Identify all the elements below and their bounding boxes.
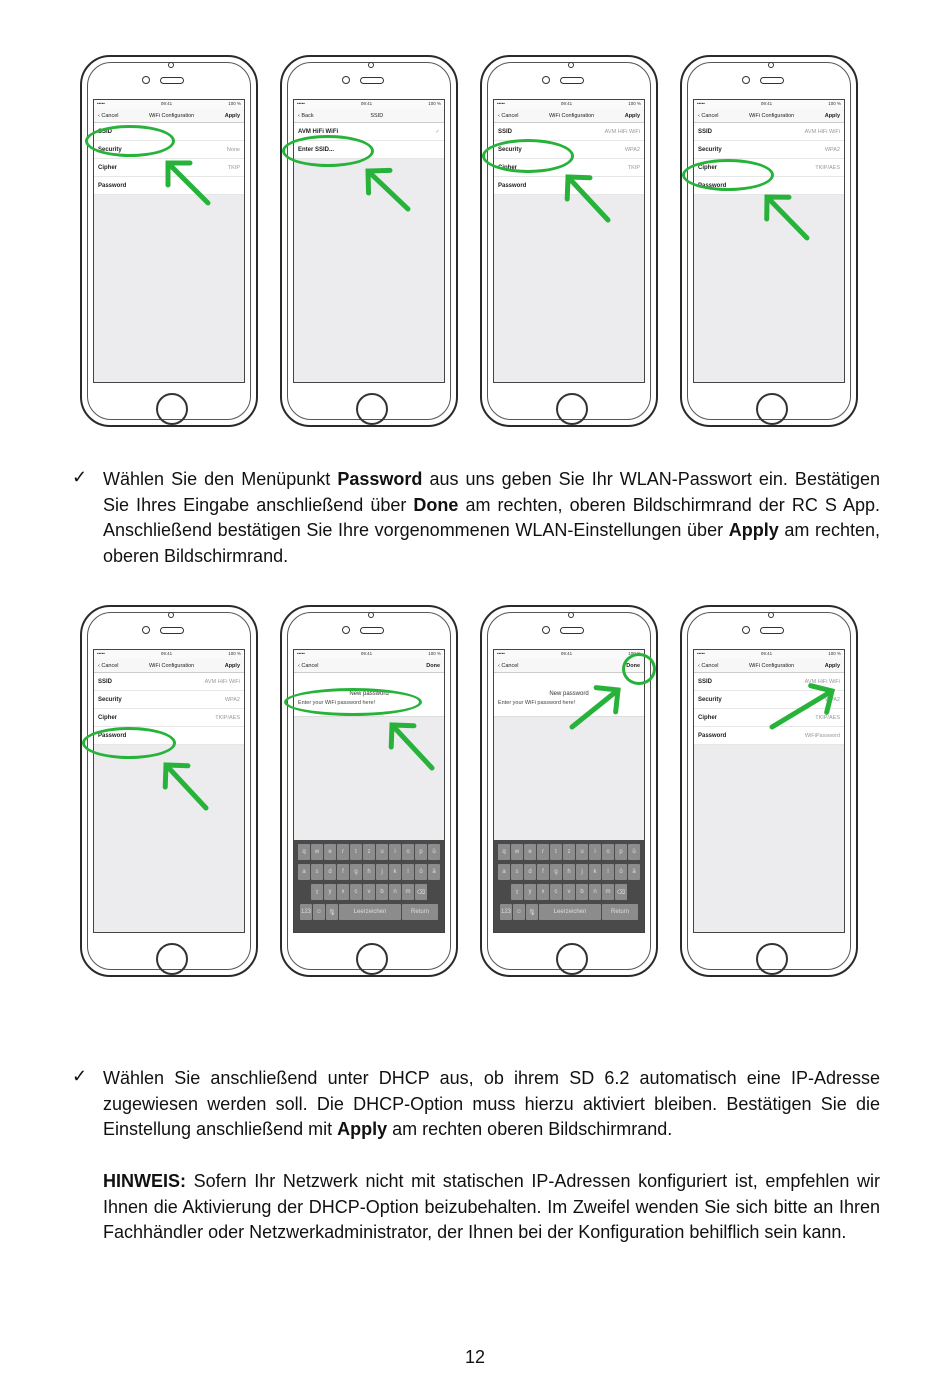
- keyboard-key[interactable]: o: [402, 844, 414, 860]
- setting-label: Password: [98, 732, 127, 739]
- password-input[interactable]: Enter your WiFi password here!: [294, 697, 444, 717]
- setting-value: AVM HiFi WiFi: [204, 678, 240, 685]
- keyboard-key[interactable]: w: [511, 844, 523, 860]
- chevron-left-icon: ‹: [298, 662, 302, 669]
- camera-icon: [342, 76, 350, 84]
- setting-label: SSID: [498, 128, 513, 135]
- settings-row[interactable]: [694, 691, 844, 709]
- status-time: 09:41: [160, 101, 173, 106]
- settings-list: [694, 673, 844, 745]
- setting-value: WPA2: [824, 146, 840, 153]
- phone-mockup: [280, 605, 458, 977]
- highlight-ellipse: [482, 139, 574, 173]
- keyboard-key[interactable]: x: [337, 884, 349, 900]
- highlight-ellipse: [682, 159, 774, 191]
- battery-indicator: 100 %: [828, 101, 841, 106]
- keyboard-key[interactable]: k: [389, 864, 401, 880]
- speaker-grille: [560, 77, 584, 84]
- keyboard-key[interactable]: r: [337, 844, 349, 860]
- nav-title: WiFi Configuration: [148, 662, 195, 669]
- keyboard-key[interactable]: b: [576, 884, 588, 900]
- camera-icon: [542, 76, 550, 84]
- settings-row[interactable]: [694, 673, 844, 691]
- setting-label: SSID: [98, 128, 113, 135]
- keyboard-key[interactable]: 123: [300, 904, 312, 920]
- setting-label: Password: [498, 182, 527, 189]
- sensor-dot: [768, 612, 774, 618]
- setting-label: AVM HiFi WiFi: [298, 128, 339, 135]
- settings-row[interactable]: [94, 709, 244, 727]
- camera-icon: [142, 626, 150, 634]
- speaker-grille: [760, 77, 784, 84]
- keyboard-row: [296, 904, 442, 920]
- status-time: 09:41: [760, 651, 773, 656]
- nav-title: WiFi Configuration: [748, 662, 795, 669]
- sensor-dot: [368, 612, 374, 618]
- setting-value: TKIP: [627, 164, 640, 171]
- keyboard-key[interactable]: l: [602, 864, 614, 880]
- setting-label: Security: [498, 146, 522, 153]
- nav-action-button[interactable]: Apply: [624, 112, 640, 119]
- chevron-left-icon: ‹: [98, 112, 102, 119]
- keyboard-key[interactable]: q: [498, 844, 510, 860]
- setting-label: Cipher: [98, 714, 118, 721]
- nav-back-button[interactable]: [698, 113, 719, 119]
- carrier-signal: •••••: [697, 651, 705, 656]
- keyboard-key[interactable]: ☺: [313, 904, 325, 920]
- phone-mockup: [280, 55, 458, 427]
- hinweis-note: HINWEIS: Sofern Ihr Netzwerk nicht mit statischen IP-Adressen konfiguriert ist, empfehlen wir Ihnen die Aktivierung der DHCP-Option beizubehalten. Im Zweifel wenden Sie sich bitte an Ihren Fachhändler oder Netzwerkadministrator, der Ihnen bei der Konfiguration behilflich sein kann.: [103, 1171, 880, 1243]
- sensor-dot: [568, 62, 574, 68]
- setting-label: SSID: [98, 678, 113, 685]
- keyboard-key[interactable]: j: [376, 864, 388, 880]
- keyboard-key[interactable]: ☺: [513, 904, 525, 920]
- chevron-left-icon: ‹: [698, 662, 702, 669]
- hinweis-label: HINWEIS:: [103, 1171, 186, 1191]
- keyboard-key[interactable]: a: [498, 864, 510, 880]
- phone-mockup: [680, 55, 858, 427]
- nav-left-label: Cancel: [101, 662, 119, 669]
- chevron-left-icon: ‹: [298, 112, 302, 119]
- keyboard-key[interactable]: i: [589, 844, 601, 860]
- setting-value: TKIP/AES: [815, 714, 840, 721]
- chevron-left-icon: ‹: [698, 112, 702, 119]
- camera-icon: [142, 76, 150, 84]
- chevron-left-icon: ‹: [498, 662, 502, 669]
- phone-mockup: [480, 55, 658, 427]
- nav-left-label: Cancel: [701, 662, 719, 669]
- sensor-dot: [368, 62, 374, 68]
- navigation-bar: [694, 659, 844, 673]
- settings-row[interactable]: [694, 727, 844, 745]
- status-time: 09:41: [360, 651, 373, 656]
- nav-action-button[interactable]: Apply: [824, 112, 840, 119]
- keyboard-key[interactable]: ä: [428, 864, 440, 880]
- keyboard-key[interactable]: f: [537, 864, 549, 880]
- keyboard-row: [296, 844, 442, 860]
- nav-action-button[interactable]: Done: [626, 662, 640, 669]
- keyboard-key[interactable]: g: [550, 864, 562, 880]
- keyboard-key[interactable]: q: [298, 844, 310, 860]
- setting-label: Cipher: [698, 164, 718, 171]
- speaker-grille: [160, 627, 184, 634]
- setting-label: Enter SSID...: [298, 146, 335, 153]
- keyboard-key[interactable]: ü: [628, 844, 640, 860]
- keyboard-key[interactable]: t: [350, 844, 362, 860]
- status-time: 09:41: [560, 651, 573, 656]
- keyboard-key[interactable]: Return: [402, 904, 438, 920]
- phone-screen: [693, 99, 845, 383]
- keyboard-key[interactable]: e: [524, 844, 536, 860]
- speaker-grille: [360, 77, 384, 84]
- carrier-signal: •••••: [497, 101, 505, 106]
- password-heading: New password: [294, 673, 444, 697]
- keyboard-key[interactable]: 123: [500, 904, 512, 920]
- keyboard-key[interactable]: u: [576, 844, 588, 860]
- nav-left-label: Cancel: [301, 662, 319, 669]
- navigation-bar: [494, 109, 644, 123]
- battery-indicator: 100 %: [228, 101, 241, 106]
- phone-screen: [693, 649, 845, 933]
- keyboard-key[interactable]: ä: [628, 864, 640, 880]
- keyboard-key[interactable]: g: [350, 864, 362, 880]
- setting-label: Security: [98, 696, 122, 703]
- sensor-dot: [568, 612, 574, 618]
- settings-row[interactable]: [94, 177, 244, 195]
- keyboard-key[interactable]: j: [576, 864, 588, 880]
- settings-row[interactable]: [694, 123, 844, 141]
- speaker-grille: [360, 627, 384, 634]
- keyboard-key[interactable]: h: [563, 864, 575, 880]
- keyboard-key[interactable]: c: [350, 884, 362, 900]
- navigation-bar: [294, 659, 444, 673]
- keyboard-key[interactable]: x: [537, 884, 549, 900]
- keyboard-key[interactable]: o: [602, 844, 614, 860]
- highlight-ellipse: [284, 688, 422, 716]
- phone-screen: [93, 649, 245, 933]
- keyboard-row: [496, 864, 642, 880]
- keyboard-key[interactable]: u: [376, 844, 388, 860]
- home-button[interactable]: [356, 393, 388, 425]
- on-screen-keyboard: [494, 840, 644, 932]
- password-input[interactable]: Enter your WiFi password here!: [494, 697, 644, 717]
- sensor-dot: [168, 62, 174, 68]
- setting-label: SSID: [698, 678, 713, 685]
- navigation-bar: [94, 109, 244, 123]
- keyboard-key[interactable]: t: [550, 844, 562, 860]
- setting-label: Cipher: [498, 164, 518, 171]
- battery-indicator: 100 %: [428, 651, 441, 656]
- home-button[interactable]: [756, 393, 788, 425]
- nav-back-button[interactable]: [98, 663, 119, 669]
- keyboard-key[interactable]: v: [363, 884, 375, 900]
- nav-title: SSID: [370, 112, 384, 119]
- setting-value: AVM HiFi WiFi: [604, 128, 640, 135]
- phone-screen: [493, 649, 645, 933]
- phone-mockup: [680, 605, 858, 977]
- keyboard-key[interactable]: Leerzeichen: [339, 904, 401, 920]
- nav-back-button[interactable]: [298, 663, 319, 669]
- settings-row[interactable]: [494, 123, 644, 141]
- keyboard-key[interactable]: y: [524, 884, 536, 900]
- highlight-ellipse: [82, 727, 176, 759]
- keyboard-key[interactable]: ⌫: [415, 884, 427, 900]
- keyboard-key[interactable]: p: [615, 844, 627, 860]
- setting-value: TKIP/AES: [215, 714, 240, 721]
- setting-value: WiFiPassword: [804, 732, 840, 739]
- keyboard-key[interactable]: z: [363, 844, 375, 860]
- status-bar: [494, 100, 644, 109]
- carrier-signal: •••••: [97, 101, 105, 106]
- setting-label: Cipher: [98, 164, 118, 171]
- setting-value: ✓: [435, 128, 440, 135]
- highlight-ellipse: [85, 125, 175, 157]
- home-button[interactable]: [756, 943, 788, 975]
- battery-indicator: 100 %: [628, 651, 641, 656]
- page-number: 12: [464, 1347, 486, 1367]
- settings-row[interactable]: [94, 673, 244, 691]
- nav-back-button[interactable]: [98, 113, 119, 119]
- check-mark-icon: ✓: [72, 1066, 88, 1086]
- nav-action-button[interactable]: Apply: [224, 112, 240, 119]
- chevron-left-icon: ‹: [98, 662, 102, 669]
- setting-label: Security: [698, 146, 722, 153]
- keyboard-key[interactable]: k: [589, 864, 601, 880]
- keyboard-key[interactable]: Leerzeichen: [539, 904, 601, 920]
- navigation-bar: [294, 109, 444, 123]
- nav-action-button[interactable]: Apply: [224, 662, 240, 669]
- keyboard-key[interactable]: n: [389, 884, 401, 900]
- home-button[interactable]: [556, 943, 588, 975]
- status-bar: [294, 650, 444, 659]
- setting-value: WPA2: [224, 696, 240, 703]
- keyboard-key[interactable]: s: [311, 864, 323, 880]
- nav-left-label: Back: [301, 112, 314, 119]
- phone-mockup: [80, 605, 258, 977]
- carrier-signal: •••••: [297, 101, 305, 106]
- setting-label: SSID: [698, 128, 713, 135]
- battery-indicator: 100 %: [228, 651, 241, 656]
- nav-left-label: Cancel: [101, 112, 119, 119]
- screenshot-row-2: [80, 605, 870, 980]
- keyboard-key[interactable]: r: [537, 844, 549, 860]
- screenshot-row-1: [80, 55, 870, 430]
- keyboard-key[interactable]: 🎙: [526, 904, 538, 920]
- setting-value: WPA2: [824, 696, 840, 703]
- keyboard-key[interactable]: z: [563, 844, 575, 860]
- keyboard-key[interactable]: f: [337, 864, 349, 880]
- keyboard-key[interactable]: v: [563, 884, 575, 900]
- check-mark-icon: ✓: [72, 467, 88, 487]
- sensor-dot: [768, 62, 774, 68]
- keyboard-key[interactable]: ⌫: [615, 884, 627, 900]
- chevron-left-icon: ‹: [498, 112, 502, 119]
- setting-label: Security: [98, 146, 122, 153]
- keyboard-key[interactable]: ö: [615, 864, 627, 880]
- settings-row[interactable]: [694, 141, 844, 159]
- keyboard-key[interactable]: e: [324, 844, 336, 860]
- setting-label: Cipher: [698, 714, 718, 721]
- setting-label: Password: [698, 732, 727, 739]
- keyboard-key[interactable]: ⇧: [511, 884, 523, 900]
- speaker-grille: [760, 627, 784, 634]
- status-bar: [694, 650, 844, 659]
- nav-left-label: Cancel: [501, 662, 519, 669]
- keyboard-key[interactable]: 🎙: [326, 904, 338, 920]
- settings-row[interactable]: [694, 709, 844, 727]
- battery-indicator: 100 %: [828, 651, 841, 656]
- camera-icon: [342, 626, 350, 634]
- battery-indicator: 100 %: [628, 101, 641, 106]
- nav-back-button[interactable]: [498, 113, 519, 119]
- keyboard-key[interactable]: c: [550, 884, 562, 900]
- settings-row[interactable]: [494, 177, 644, 195]
- keyboard-key[interactable]: p: [415, 844, 427, 860]
- keyboard-key[interactable]: w: [311, 844, 323, 860]
- settings-row[interactable]: [94, 159, 244, 177]
- camera-icon: [542, 626, 550, 634]
- sensor-dot: [168, 612, 174, 618]
- keyboard-key[interactable]: y: [324, 884, 336, 900]
- home-button[interactable]: [356, 943, 388, 975]
- keyboard-key[interactable]: n: [589, 884, 601, 900]
- keyboard-row: [296, 864, 442, 880]
- nav-action-button[interactable]: Done: [426, 662, 440, 669]
- password-heading: New password: [494, 673, 644, 697]
- camera-icon: [742, 76, 750, 84]
- speaker-grille: [160, 77, 184, 84]
- nav-title: WiFi Configuration: [148, 112, 195, 119]
- keyboard-row: [296, 884, 442, 900]
- nav-back-button[interactable]: [298, 113, 314, 119]
- instruction-dhcp: Wählen Sie anschließend unter DHCP aus, ob ihrem SD 6.2 automatisch eine IP-Adresse zugewiesen werden soll. Die DHCP-Option muss hierzu aktiviert bleiben. Bestätigen Sie die Einstellung anschließend mit Apply am rechten oberen Bildschirmrand.: [103, 1068, 880, 1140]
- keyboard-key[interactable]: m: [402, 884, 414, 900]
- setting-value: WPA2: [624, 146, 640, 153]
- home-button[interactable]: [556, 393, 588, 425]
- highlight-ellipse: [282, 135, 374, 167]
- keyboard-key[interactable]: h: [363, 864, 375, 880]
- phone-mockup: [80, 55, 258, 427]
- nav-left-label: Cancel: [701, 112, 719, 119]
- camera-icon: [742, 626, 750, 634]
- keyboard-key[interactable]: d: [524, 864, 536, 880]
- status-bar: [294, 100, 444, 109]
- status-time: 09:41: [560, 101, 573, 106]
- keyboard-key[interactable]: m: [602, 884, 614, 900]
- setting-value: AVM HiFi WiFi: [804, 128, 840, 135]
- setting-label: Security: [698, 696, 722, 703]
- keyboard-key[interactable]: s: [511, 864, 523, 880]
- setting-label: Password: [98, 182, 127, 189]
- nav-back-button[interactable]: [498, 663, 519, 669]
- status-time: 09:41: [360, 101, 373, 106]
- speaker-grille: [560, 627, 584, 634]
- keyboard-key[interactable]: b: [376, 884, 388, 900]
- status-time: 09:41: [160, 651, 173, 656]
- status-bar: [694, 100, 844, 109]
- instruction-password: Wählen Sie den Menüpunkt Password aus uns geben Sie Ihr WLAN-Passwort ein. Bestätigen Sie Ihres Eingabe anschließend über Done am rechten, oberen Bildschirmrand der RC S App. Anschließend bestätigen Sie Ihre vorgenommenen WLAN-Einstellungen über Apply am rechten, oberen Bildschirmrand.: [103, 469, 881, 566]
- keyboard-key[interactable]: ü: [428, 844, 440, 860]
- carrier-signal: •••••: [697, 101, 705, 106]
- settings-row[interactable]: [94, 691, 244, 709]
- setting-value: TKIP/AES: [815, 164, 840, 171]
- carrier-signal: •••••: [297, 651, 305, 656]
- keyboard-key[interactable]: ⇧: [311, 884, 323, 900]
- keyboard-row: [496, 884, 642, 900]
- setting-value: AVM HiFi WiFi: [804, 678, 840, 685]
- keyboard-key[interactable]: Return: [602, 904, 638, 920]
- keyboard-row: [496, 904, 642, 920]
- status-bar: [94, 650, 244, 659]
- keyboard-row: [496, 844, 642, 860]
- nav-action-button[interactable]: Apply: [824, 662, 840, 669]
- nav-back-button[interactable]: [698, 663, 719, 669]
- status-bar: [494, 650, 644, 659]
- battery-indicator: 100 %: [428, 101, 441, 106]
- highlight-ellipse: [622, 653, 656, 685]
- nav-title: WiFi Configuration: [548, 112, 595, 119]
- keyboard-key[interactable]: d: [324, 864, 336, 880]
- carrier-signal: •••••: [497, 651, 505, 656]
- nav-left-label: Cancel: [501, 112, 519, 119]
- carrier-signal: •••••: [97, 651, 105, 656]
- on-screen-keyboard: [294, 840, 444, 932]
- navigation-bar: [694, 109, 844, 123]
- keyboard-key[interactable]: i: [389, 844, 401, 860]
- setting-value: TKIP: [227, 164, 240, 171]
- setting-value: None: [226, 146, 240, 153]
- keyboard-key[interactable]: ö: [415, 864, 427, 880]
- nav-title: WiFi Configuration: [748, 112, 795, 119]
- keyboard-key[interactable]: l: [402, 864, 414, 880]
- keyboard-key[interactable]: a: [298, 864, 310, 880]
- home-button[interactable]: [156, 393, 188, 425]
- home-button[interactable]: [156, 943, 188, 975]
- navigation-bar: [94, 659, 244, 673]
- status-bar: [94, 100, 244, 109]
- setting-label: Password: [698, 182, 727, 189]
- status-time: 09:41: [760, 101, 773, 106]
